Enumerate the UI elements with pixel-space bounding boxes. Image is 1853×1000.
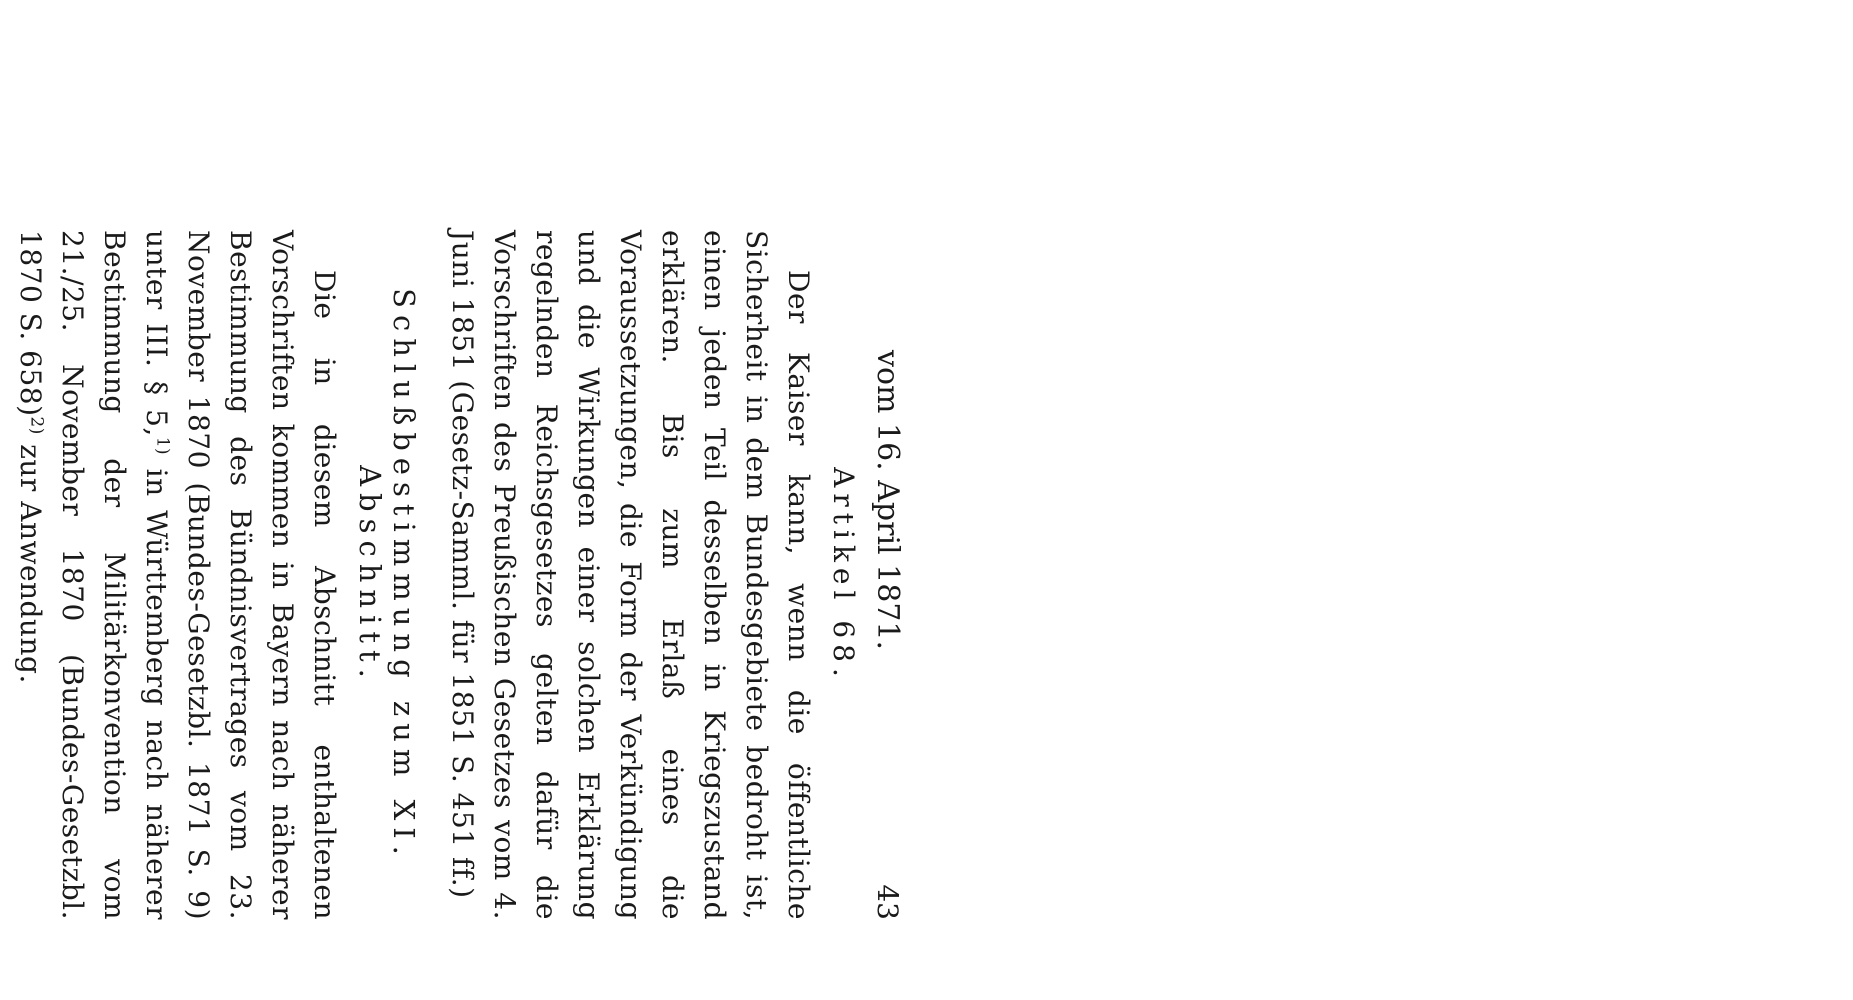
page-number: 43 (871, 884, 904, 920)
schluss-text-part3: zur Anwendung. (14, 434, 47, 684)
running-head (870, 230, 905, 920)
running-head-title: vom 16. April 1871. (870, 350, 905, 651)
page-content (0, 230, 905, 920)
article-68-heading: Artikel 68. (827, 467, 860, 683)
article-68-text: Der Kaiser kann, wenn die öffentliche Sicherheit in dem Bundesgebiete bedroht ist, einen jeden Teil desselben in Kriegszustand erklären. Bis zum Erlaß eines die Voraussetzungen, die Form der Verkündigung und die Wirkungen einer solchen Erklärung regelnden Reichsgesetzes gelten dafür die Vorschriften des Preußischen Gesetzes vom 4. Juni 1851 (Gesetz-Samml. für 1851 S. 451 ff.) (446, 230, 815, 920)
footnote-ref-1: 1) (153, 436, 174, 456)
schluss-text-part2: in Württemberg nach näherer Bestimmung der Militärkonvention vom 21./25. November 1870 (Bundes-Gesetzbl. 1870 S. 658) (14, 230, 173, 920)
footnote-ref-2: 2) (27, 416, 48, 435)
schluss-text-part1: Die in diesem Abschnitt enthaltenen Vorschriften kommen in Bayern nach näherer Bestimmung des Bündnisvertrages vom 23. November 1870 (Bundes-Gesetzbl. 1871 S. 9) unter III. § 5, (140, 230, 341, 920)
schluss-text (9, 230, 345, 920)
schluss-heading: Schlußbestimmung zum XI. Abschnitt. (353, 288, 421, 862)
